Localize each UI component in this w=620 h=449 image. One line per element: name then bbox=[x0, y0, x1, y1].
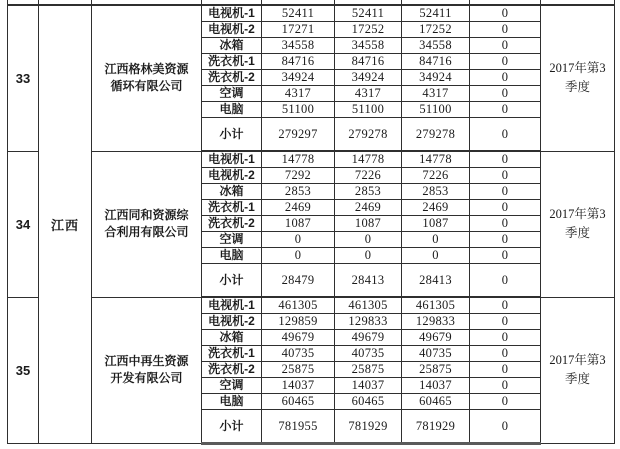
value-cell: 14037 bbox=[262, 378, 335, 394]
product-label-cell: 电脑 bbox=[202, 248, 262, 264]
row-number-cell: 34 bbox=[8, 151, 39, 297]
value-cell: 40735 bbox=[335, 346, 402, 362]
value-cell: 40735 bbox=[262, 346, 335, 362]
value-cell: 25875 bbox=[262, 362, 335, 378]
product-label-cell: 电视机-1 bbox=[202, 151, 262, 168]
province-cell: 江西 bbox=[39, 5, 92, 444]
value-cell: 60465 bbox=[335, 394, 402, 410]
value-cell: 52411 bbox=[262, 5, 335, 22]
value-cell: 0 bbox=[470, 184, 541, 200]
product-label-cell: 空调 bbox=[202, 86, 262, 102]
value-cell: 0 bbox=[262, 232, 335, 248]
company-cell bbox=[92, 5, 202, 151]
value-cell: 4317 bbox=[335, 86, 402, 102]
subtotal-value-cell: 28413 bbox=[402, 264, 470, 298]
value-cell: 2853 bbox=[335, 184, 402, 200]
value-cell: 0 bbox=[470, 102, 541, 118]
value-cell: 2469 bbox=[402, 200, 470, 216]
subtotal-label-cell: 小计 bbox=[202, 264, 262, 298]
value-cell: 1087 bbox=[402, 216, 470, 232]
product-label-cell: 电视机-2 bbox=[202, 22, 262, 38]
value-cell: 0 bbox=[470, 330, 541, 346]
subtotal-value-cell: 0 bbox=[470, 264, 541, 298]
value-cell: 0 bbox=[470, 248, 541, 264]
value-cell: 7226 bbox=[335, 168, 402, 184]
value-cell: 25875 bbox=[335, 362, 402, 378]
company-cell bbox=[92, 297, 202, 444]
table-row bbox=[8, 297, 615, 314]
value-cell: 84716 bbox=[335, 54, 402, 70]
value-cell: 49679 bbox=[262, 330, 335, 346]
value-cell: 34924 bbox=[262, 70, 335, 86]
value-cell: 51100 bbox=[402, 102, 470, 118]
product-label-cell: 空调 bbox=[202, 378, 262, 394]
product-label-cell: 电视机-2 bbox=[202, 168, 262, 184]
product-label-cell: 洗衣机-2 bbox=[202, 70, 262, 86]
value-cell: 0 bbox=[262, 248, 335, 264]
value-cell: 4317 bbox=[402, 86, 470, 102]
value-cell: 60465 bbox=[402, 394, 470, 410]
value-cell: 0 bbox=[470, 297, 541, 314]
row-number-cell: 33 bbox=[8, 5, 39, 151]
value-cell: 51100 bbox=[335, 102, 402, 118]
value-cell: 25875 bbox=[402, 362, 470, 378]
value-cell: 0 bbox=[335, 248, 402, 264]
table-row bbox=[8, 151, 615, 168]
value-cell: 52411 bbox=[402, 5, 470, 22]
value-cell: 0 bbox=[470, 200, 541, 216]
value-cell: 0 bbox=[470, 378, 541, 394]
value-cell: 51100 bbox=[262, 102, 335, 118]
value-cell: 0 bbox=[470, 216, 541, 232]
product-label-cell: 电视机-1 bbox=[202, 5, 262, 22]
value-cell: 0 bbox=[470, 168, 541, 184]
value-cell: 129833 bbox=[335, 314, 402, 330]
subtotal-value-cell: 28413 bbox=[335, 264, 402, 298]
value-cell: 0 bbox=[402, 232, 470, 248]
quarter-cell bbox=[541, 297, 615, 444]
value-cell: 34924 bbox=[402, 70, 470, 86]
subtotal-value-cell: 28479 bbox=[262, 264, 335, 298]
subtotal-value-cell: 0 bbox=[470, 410, 541, 444]
value-cell: 17252 bbox=[402, 22, 470, 38]
subtotal-value-cell: 279278 bbox=[402, 118, 470, 152]
value-cell: 17252 bbox=[335, 22, 402, 38]
product-label-cell: 电脑 bbox=[202, 394, 262, 410]
subtotal-value-cell: 279297 bbox=[262, 118, 335, 152]
company-name: 江西格林美资源循环有限公司 bbox=[104, 61, 189, 94]
product-label-cell: 洗衣机-2 bbox=[202, 362, 262, 378]
value-cell: 14037 bbox=[402, 378, 470, 394]
product-label-cell: 洗衣机-2 bbox=[202, 216, 262, 232]
table-row bbox=[8, 5, 615, 22]
company-name: 江西中再生资源开发有限公司 bbox=[104, 353, 189, 386]
value-cell: 0 bbox=[470, 5, 541, 22]
row-number-cell: 35 bbox=[8, 297, 39, 444]
value-cell: 34924 bbox=[335, 70, 402, 86]
product-label-cell: 电脑 bbox=[202, 102, 262, 118]
recycling-data-table bbox=[7, 0, 615, 445]
value-cell: 0 bbox=[470, 70, 541, 86]
subtotal-value-cell: 781955 bbox=[262, 410, 335, 444]
subtotal-label-cell: 小计 bbox=[202, 118, 262, 152]
value-cell: 14778 bbox=[335, 151, 402, 168]
value-cell: 0 bbox=[470, 362, 541, 378]
value-cell: 40735 bbox=[402, 346, 470, 362]
value-cell: 0 bbox=[470, 151, 541, 168]
value-cell: 129833 bbox=[402, 314, 470, 330]
value-cell: 129859 bbox=[262, 314, 335, 330]
product-label-cell: 洗衣机-1 bbox=[202, 54, 262, 70]
product-label-cell: 冰箱 bbox=[202, 184, 262, 200]
product-label-cell: 电视机-2 bbox=[202, 314, 262, 330]
value-cell: 0 bbox=[470, 38, 541, 54]
quarter-cell bbox=[541, 5, 615, 151]
subtotal-value-cell: 781929 bbox=[335, 410, 402, 444]
value-cell: 2853 bbox=[402, 184, 470, 200]
value-cell: 49679 bbox=[402, 330, 470, 346]
value-cell: 4317 bbox=[262, 86, 335, 102]
product-label-cell: 电视机-1 bbox=[202, 297, 262, 314]
product-label-cell: 空调 bbox=[202, 232, 262, 248]
value-cell: 1087 bbox=[335, 216, 402, 232]
product-label-cell: 冰箱 bbox=[202, 38, 262, 54]
value-cell: 2469 bbox=[262, 200, 335, 216]
product-label-cell: 洗衣机-1 bbox=[202, 346, 262, 362]
company-cell bbox=[92, 151, 202, 297]
value-cell: 0 bbox=[470, 346, 541, 362]
value-cell: 34558 bbox=[262, 38, 335, 54]
value-cell: 0 bbox=[335, 232, 402, 248]
value-cell: 17271 bbox=[262, 22, 335, 38]
value-cell: 34558 bbox=[335, 38, 402, 54]
value-cell: 2853 bbox=[262, 184, 335, 200]
value-cell: 2469 bbox=[335, 200, 402, 216]
value-cell: 84716 bbox=[402, 54, 470, 70]
value-cell: 0 bbox=[402, 248, 470, 264]
value-cell: 0 bbox=[470, 22, 541, 38]
value-cell: 461305 bbox=[335, 297, 402, 314]
quarter-cell bbox=[541, 151, 615, 297]
value-cell: 14037 bbox=[335, 378, 402, 394]
value-cell: 52411 bbox=[335, 5, 402, 22]
subtotal-value-cell: 781929 bbox=[402, 410, 470, 444]
value-cell: 0 bbox=[470, 86, 541, 102]
value-cell: 0 bbox=[470, 314, 541, 330]
subtotal-label-cell: 小计 bbox=[202, 410, 262, 444]
value-cell: 1087 bbox=[262, 216, 335, 232]
value-cell: 461305 bbox=[262, 297, 335, 314]
value-cell: 7292 bbox=[262, 168, 335, 184]
value-cell: 0 bbox=[470, 54, 541, 70]
value-cell: 14778 bbox=[262, 151, 335, 168]
subtotal-value-cell: 0 bbox=[470, 118, 541, 152]
value-cell: 7226 bbox=[402, 168, 470, 184]
value-cell: 0 bbox=[470, 232, 541, 248]
value-cell: 49679 bbox=[335, 330, 402, 346]
value-cell: 0 bbox=[470, 394, 541, 410]
value-cell: 60465 bbox=[262, 394, 335, 410]
subtotal-value-cell: 279278 bbox=[335, 118, 402, 152]
quarter-label: 2017年第3季度 bbox=[549, 352, 606, 387]
product-label-cell: 冰箱 bbox=[202, 330, 262, 346]
quarter-label: 2017年第3季度 bbox=[549, 60, 606, 95]
quarter-label: 2017年第3季度 bbox=[549, 206, 606, 240]
product-label-cell: 洗衣机-1 bbox=[202, 200, 262, 216]
value-cell: 461305 bbox=[402, 297, 470, 314]
company-name: 江西同和资源综合利用有限公司 bbox=[104, 207, 189, 239]
value-cell: 34558 bbox=[402, 38, 470, 54]
value-cell: 14778 bbox=[402, 151, 470, 168]
value-cell: 84716 bbox=[262, 54, 335, 70]
